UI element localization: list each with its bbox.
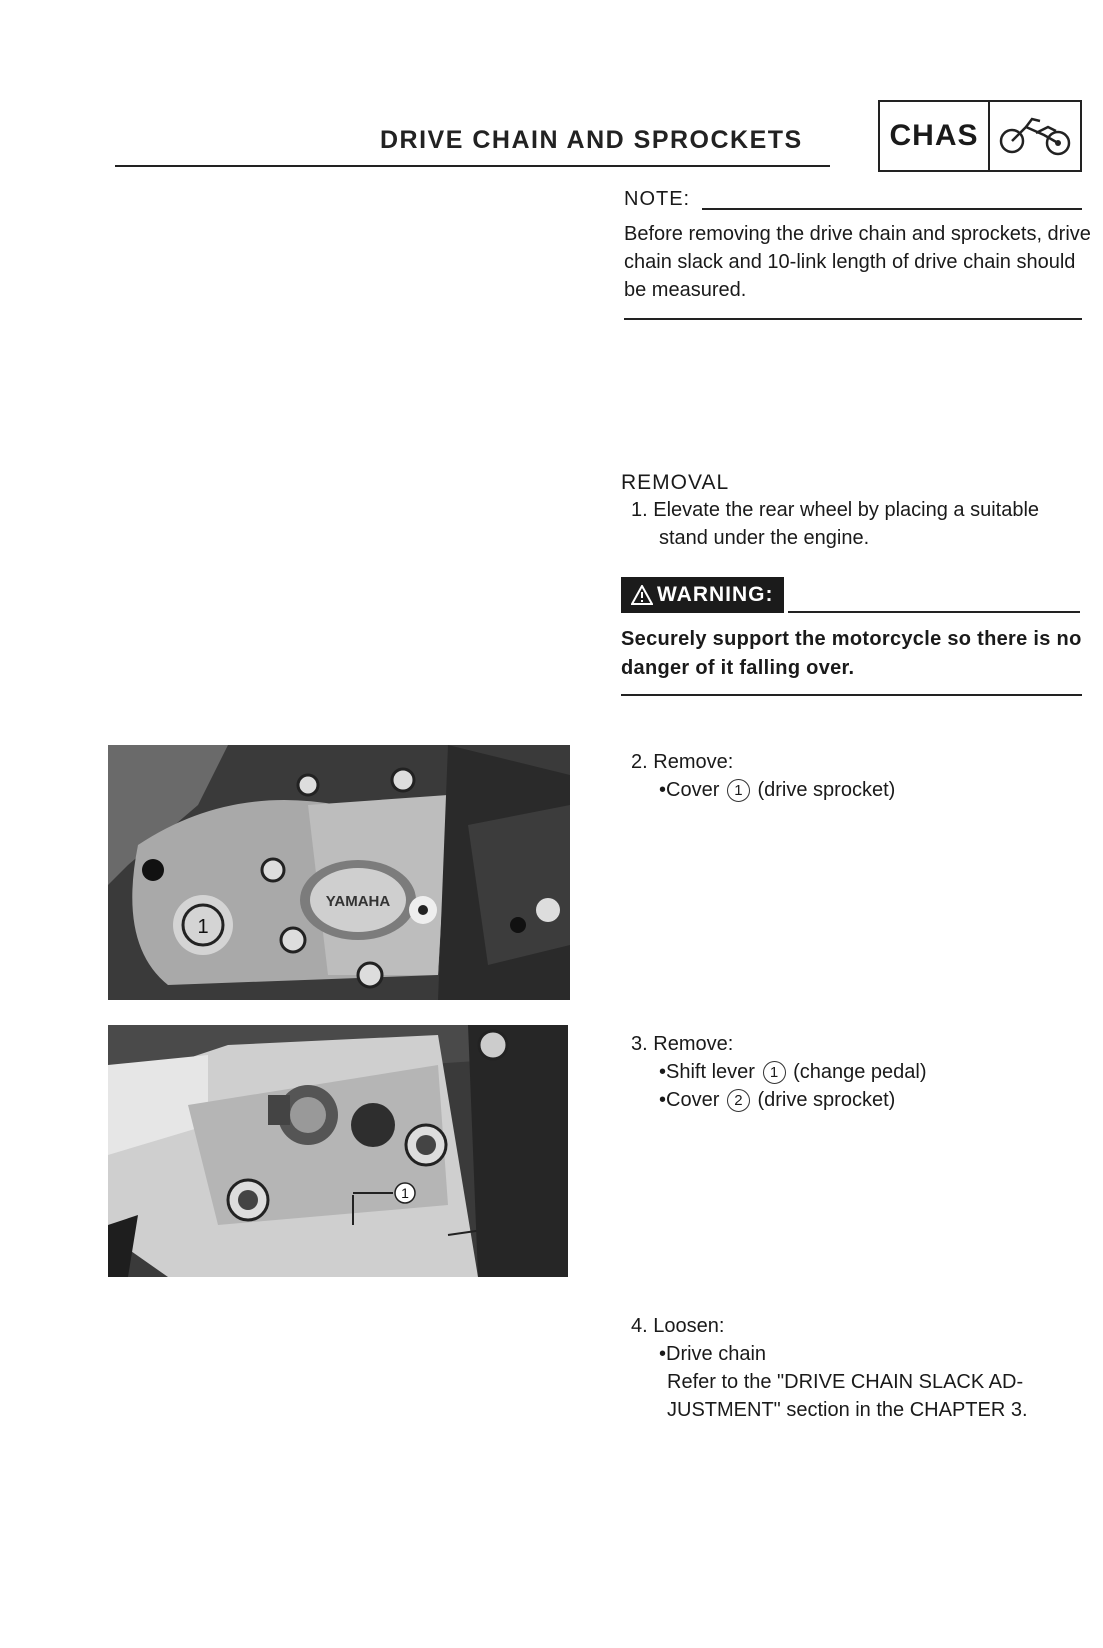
step-1-number: 1. [631,499,648,521]
warning-triangle-icon [631,585,653,605]
warning-bottom-rule [621,694,1082,696]
callout-number: 2 [727,1089,750,1112]
photo-shift-lever [108,1025,568,1277]
warning-label-box [621,577,784,613]
step-4 [631,1312,1028,1424]
callout-number: 1 [763,1061,786,1084]
note-text: Before removing the drive chain and sprockets, drive chain slack and 10-link length of drive chain should be measured. [624,223,1091,301]
step-3 [631,1030,927,1114]
step-4-reference-line-1: Refer to the "DRIVE CHAIN SLACK AD- [667,1371,1024,1393]
step-1-text-continued: stand under the engine. [659,527,870,549]
note-bottom-rule [624,318,1082,320]
step-1 [631,496,1039,552]
step-3-number: 3. [631,1033,648,1055]
step-3-action: Remove: [653,1033,734,1055]
motorcycle-icon [990,102,1080,170]
page-title: DRIVE CHAIN AND SPROCKETS [380,126,803,154]
chapter-badge-label: CHAS [880,102,990,170]
step-3-item-1-detail: (change pedal) [793,1061,927,1083]
step-3-item-1-label: •Shift lever [659,1061,755,1083]
step-3-item-2 [631,1086,927,1114]
chapter-badge [878,100,1082,172]
header-rule [115,165,830,167]
step-2-action: Remove: [653,751,734,773]
step-2-item-1-label: •Cover [659,779,720,801]
step-4-action: Loosen: [653,1315,725,1337]
step-2-number: 2. [631,751,648,773]
step-3-item-1 [631,1058,927,1086]
photo-drive-sprocket-cover [108,745,570,1000]
step-3-item-2-label: •Cover [659,1089,720,1111]
yamaha-logo: YAMAHA [325,893,391,910]
warning-rule [788,611,1080,613]
step-3-item-2-detail: (drive sprocket) [757,1089,896,1111]
step-4-item-1: •Drive chain [659,1343,767,1365]
step-4-number: 4. [631,1315,648,1337]
note-rule [702,208,1082,210]
step-4-reference-line-2: JUSTMENT" section in the CHAPTER 3. [667,1399,1028,1421]
removal-heading: REMOVAL [621,471,730,494]
callout-number: 1 [727,779,750,802]
warning-label: WARNING: [657,583,774,606]
step-2 [631,748,895,804]
step-1-text: Elevate the rear wheel by placing a suitable [653,499,1040,521]
photo-2-callout-1: 1 [401,1185,409,1201]
step-2-item-1 [631,776,895,804]
note-label: NOTE: [624,188,691,210]
warning-text: Securely support the motorcycle so there is no danger of it falling over. [621,628,1082,679]
step-2-item-1-detail: (drive sprocket) [757,779,896,801]
photo-1-callout: 1 [197,916,209,938]
